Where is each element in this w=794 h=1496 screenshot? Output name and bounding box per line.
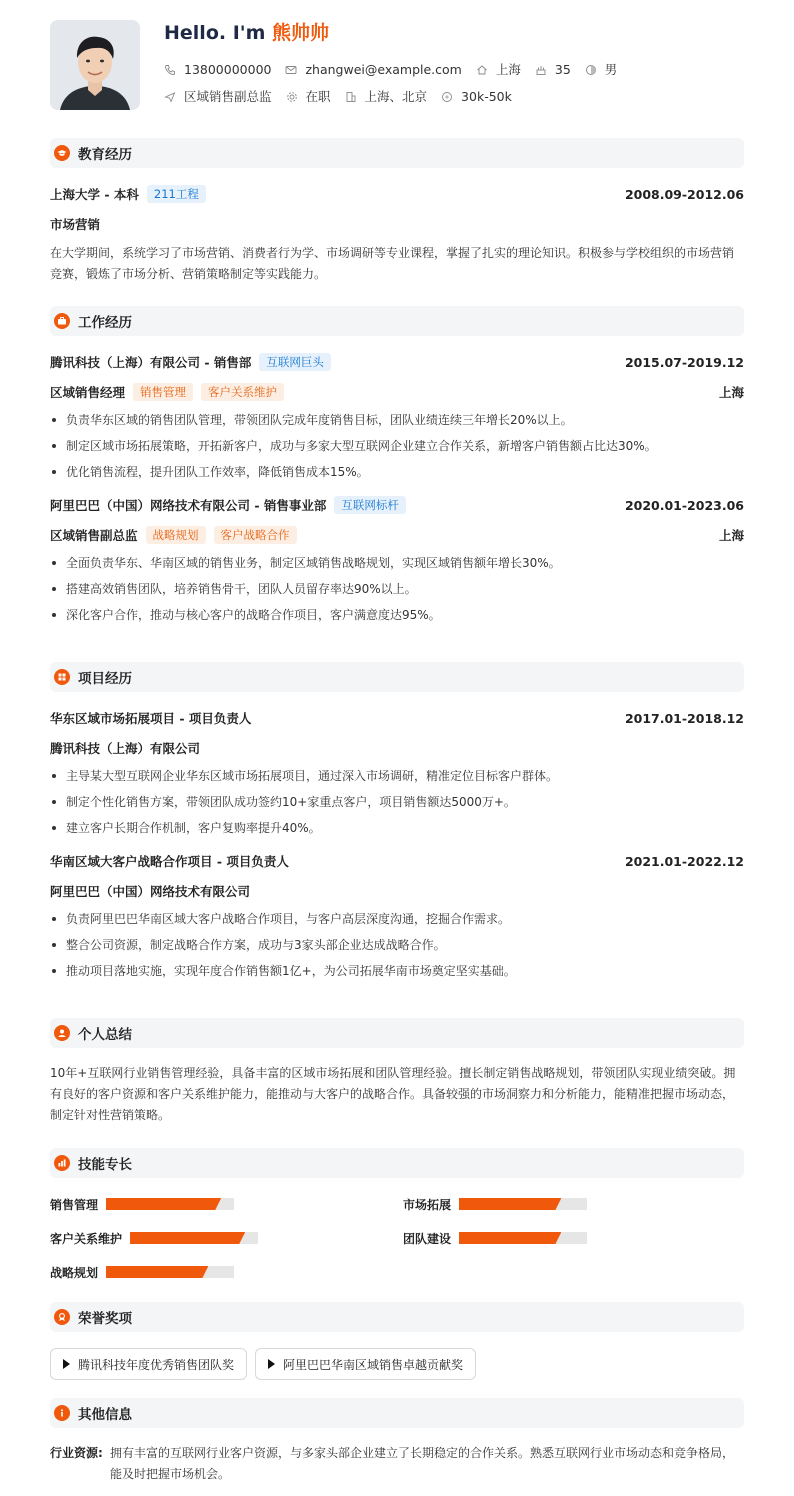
position-value: 区域销售副总监 [184,89,272,104]
awards-section [50,1302,744,1380]
candidate-name: 熊帅帅 [272,22,330,44]
coin-icon [441,91,453,103]
work-entry-head [50,495,744,515]
email-item [285,62,461,78]
work-period: 2020.01-2023.06 [624,497,744,513]
project-section-header [50,662,744,692]
education-period: 2008.09-2012.06 [624,186,744,202]
school-name: 上海大学 - 本科 [50,187,139,202]
list-item: 推动项目落地实施，实现年度合作销售额1亿+，为公司拓展华南市场奠定坚实基础。 [50,958,744,984]
other-info-label: 行业资源: [50,1446,103,1460]
list-item: 主导某大型互联网企业华东区域市场拓展项目，通过深入市场调研，精准定位目标客户群体。 [50,763,744,789]
skill-bar-fill [459,1232,561,1244]
project-entry [50,851,744,984]
work-location: 上海 [718,528,744,543]
graduation-cap-icon [54,145,70,161]
play-icon [268,1359,275,1369]
major-row [50,214,744,234]
skill-tag: 销售管理 [133,383,193,401]
skill-bar-fill [130,1232,245,1244]
mail-icon [285,64,297,76]
phone-item [164,62,271,78]
list-item: 优化销售流程，提升团队工作效率，降低销售成本15%。 [50,459,744,485]
skill-tag: 客户关系维护 [201,383,284,401]
major-name: 市场营销 [50,217,101,232]
skill-bar [106,1198,234,1210]
award-icon [54,1309,70,1325]
work-bullets [50,550,744,628]
skill-bar [459,1198,587,1210]
avatar-photo [50,20,140,110]
target-city-item [345,89,428,105]
skill-item [50,1194,234,1214]
company-name: 腾讯科技（上海）有限公司 - 销售部 [50,355,252,370]
education-section-title: 教育经历 [78,147,132,163]
cake-icon [535,64,547,76]
salary-value: 30k-50k [461,89,512,104]
building-icon [345,91,357,103]
list-item: 深化客户合作，推动与核心客户的战略合作项目，客户满意度达95%。 [50,602,744,628]
skill-name: 团队建设 [403,1231,452,1246]
skill-bar-fill [459,1198,561,1210]
city-value: 上海 [495,62,521,77]
other-info-text: 拥有丰富的互联网行业客户资源，与多家头部企业建立了长期稳定的合作关系。熟悉互联网行业市场动态和竞争格局，能及时把握市场机会。 [110,1446,735,1481]
project-company-row [50,738,744,758]
work-entry [50,352,744,485]
project-company-row [50,881,744,901]
gender-icon [585,64,597,76]
list-item: 建立客户长期合作机制，客户复购率提升40%。 [50,815,744,841]
list-item: 制定个性化销售方案，带领团队成功签约10+家重点客户，项目销售额达5000万+。 [50,789,744,815]
work-section-header [50,306,744,336]
work-section-title: 工作经历 [78,315,132,331]
project-company: 腾讯科技（上海）有限公司 [50,741,201,756]
skills-section-title: 技能专长 [78,1157,132,1173]
project-bullets [50,763,744,841]
awards-list [50,1348,744,1380]
project-entry [50,708,744,841]
work-entry-head [50,352,744,372]
status-value: 在职 [305,89,331,104]
list-item: 全面负责华东、华南区域的销售业务，制定区域销售战略规划，实现区域销售额年增长30%。 [50,550,744,576]
email-value: zhangwei@example.com [305,62,462,77]
phone-icon [164,64,176,76]
company-tag: 互联网巨头 [259,353,331,371]
briefcase-icon [54,313,70,329]
project-section-title: 项目经历 [78,671,132,687]
skill-tag: 战略规划 [146,526,206,544]
project-title: 华东区域市场拓展项目 - 项目负责人 [50,711,252,726]
position-item [164,89,272,105]
skill-bar [459,1232,587,1244]
skill-item [403,1194,587,1214]
resume-header [50,20,744,110]
list-item: 制定区域市场拓展策略，开拓新客户，成功与多家大型互联网企业建立合作关系，新增客户销售额占比达30%。 [50,433,744,459]
work-entry [50,495,744,628]
skill-name: 销售管理 [50,1197,99,1212]
education-section [50,138,744,285]
play-icon [63,1359,70,1369]
other-section-header [50,1398,744,1428]
skills-section-header [50,1148,744,1178]
skill-bar-fill [106,1198,221,1210]
project-company: 阿里巴巴（中国）网络技术有限公司 [50,884,251,899]
role-title: 区域销售副总监 [50,528,138,543]
education-description: 在大学期间，系统学习了市场营销、消费者行为学、市场调研等专业课程，掌握了扎实的理论知识。积极参与学校组织的市场营销竞赛，锻炼了市场分析、营销策略制定等实践能力。 [50,246,735,281]
award-item [255,1348,476,1380]
project-title: 华南区域大客户战略合作项目 - 项目负责人 [50,854,289,869]
greeting-text: Hello. I'm [164,22,266,44]
user-icon [54,1025,70,1041]
list-item: 整合公司资源，制定战略合作方案，成功与3家头部企业达成战略合作。 [50,932,744,958]
info-icon [54,1405,70,1421]
gender-item [585,62,618,78]
skill-name: 市场拓展 [403,1197,452,1212]
avatar-illustration [50,20,140,110]
skill-item [403,1228,587,1248]
grid-icon [54,669,70,685]
target-city-value: 上海、北京 [364,89,428,104]
age-item [535,62,571,78]
list-item: 负责阿里巴巴华南区域大客户战略合作项目，与客户高层深度沟通，挖掘合作需求。 [50,906,744,932]
chart-icon [54,1155,70,1171]
job-intent-row [164,89,526,105]
home-icon [476,64,488,76]
phone-value: 13800000000 [184,62,272,77]
award-name: 腾讯科技年度优秀销售团队奖 [78,1357,235,1372]
gear-icon [286,91,298,103]
skill-tag: 客户战略合作 [214,526,297,544]
age-value: 35 [554,62,571,77]
skill-item [50,1228,258,1248]
city-item [476,62,521,78]
company-name: 阿里巴巴（中国）网络技术有限公司 - 销售事业部 [50,498,327,513]
education-entry-head [50,184,744,204]
role-row [50,382,744,402]
skill-bar [130,1232,258,1244]
salary-item [441,89,512,105]
work-period: 2015.07-2019.12 [624,354,744,370]
project-entry-head [50,851,744,871]
school-tag: 211工程 [147,185,206,203]
summary-section-title: 个人总结 [78,1027,132,1043]
project-period: 2021.01-2022.12 [624,853,744,869]
project-entry-head [50,708,744,728]
greeting-title [164,20,329,46]
list-item: 搭建高效销售团队，培养销售骨干，团队人员留存率达90%以上。 [50,576,744,602]
awards-section-title: 荣誉奖项 [78,1311,132,1327]
summary-section [50,1018,744,1126]
company-tag: 互联网标杆 [334,496,406,514]
awards-section-header [50,1302,744,1332]
work-section [50,306,744,628]
gender-value: 男 [604,62,618,77]
skill-name: 客户关系维护 [50,1231,123,1246]
role-row [50,525,744,545]
skill-name: 战略规划 [50,1265,99,1280]
work-location: 上海 [718,385,744,400]
skill-bar-fill [106,1266,208,1278]
project-section [50,662,744,984]
summary-section-header [50,1018,744,1048]
status-item [286,89,331,105]
education-section-header [50,138,744,168]
project-period: 2017.01-2018.12 [624,710,744,726]
other-section [50,1398,744,1485]
other-info-row [50,1443,744,1485]
education-entry [50,184,744,285]
award-name: 阿里巴巴华南区域销售卓越贡献奖 [283,1357,464,1372]
summary-text: 10年+互联网行业销售管理经验，具备丰富的区域市场拓展和团队管理经验。擅长制定销售战略规划，带领团队实现业绩突破。拥有良好的客户资源和客户关系维护能力，能推动与大客户的战略合作。具备较强的市场洞察力和分析能力，能精准把握市场动态，制定针对性营销策略。 [50,1066,736,1122]
role-title: 区域销售经理 [50,385,126,400]
skill-item [50,1262,234,1282]
send-icon [164,91,176,103]
contact-row [164,62,631,78]
project-bullets [50,906,744,984]
other-section-title: 其他信息 [78,1407,132,1423]
list-item: 负责华东区域的销售团队管理，带领团队完成年度销售目标，团队业绩连续三年增长20%以上。 [50,407,744,433]
work-bullets [50,407,744,485]
award-item [50,1348,247,1380]
skill-bar [106,1266,234,1278]
skills-section [50,1148,744,1288]
